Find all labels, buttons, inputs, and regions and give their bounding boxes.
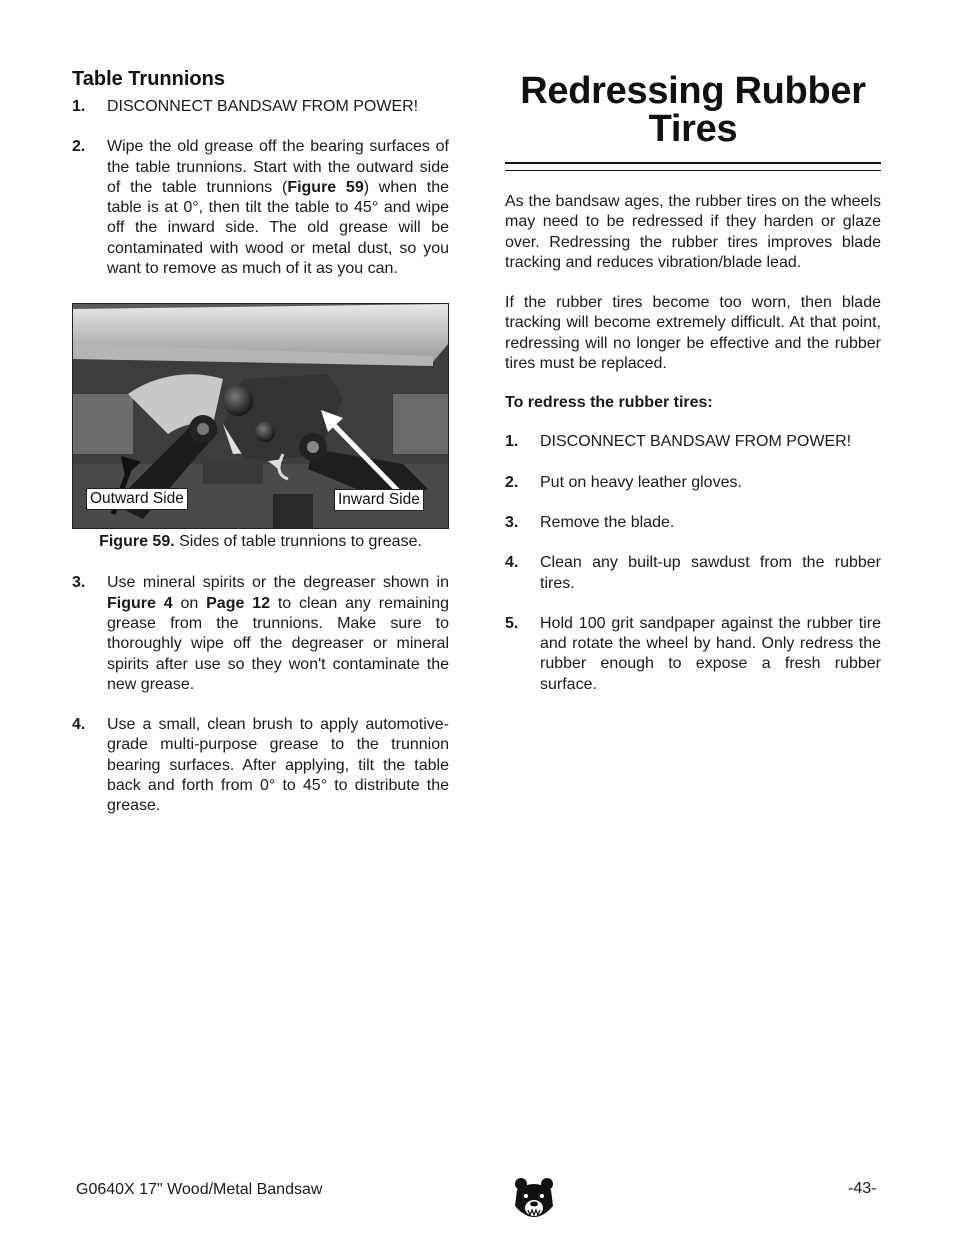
procedure-heading: To redress the rubber tires: xyxy=(505,394,713,412)
step-text: DISCONNECT BANDSAW FROM POWER! xyxy=(107,98,419,115)
step-text-part: Use mineral spirits or the degreaser shown in xyxy=(107,574,449,592)
step-text xyxy=(107,573,449,695)
page-number: -43- xyxy=(848,1180,877,1197)
title-divider xyxy=(505,162,881,164)
step-text: Hold 100 grit sandpaper against the rubber tire and rotate the wheel by hand. Only redress the rubber enough to expose a fresh rubber surface. xyxy=(540,614,881,693)
step-text-part: ) when the table is at 0°, then tilt the table to 45° and wipe off the inward side. The old grease will be contaminated with wood or metal dust, so you want to remove as much of it as you can. xyxy=(107,178,449,278)
right-column xyxy=(505,68,881,695)
step-text: DISCONNECT BANDSAW FROM POWER! xyxy=(540,433,852,451)
step-text: Put on heavy leather gloves. xyxy=(540,473,742,491)
footer-model: G0640X 17" Wood/Metal Bandsaw xyxy=(76,1181,323,1198)
step-number: 5. xyxy=(505,614,519,632)
step-4 xyxy=(72,715,449,816)
figure-reference: Figure 4 xyxy=(107,594,173,612)
step-2 xyxy=(505,473,881,493)
figure-caption-label: Figure 59. xyxy=(99,533,175,551)
page-title: Redressing Rubber Tires xyxy=(520,70,866,150)
grizzly-bear-logo-icon xyxy=(513,1176,555,1224)
step-text: Use a small, clean brush to apply automotive-grade multi-purpose grease to the trunnion bearing surfaces. After applying, tilt the table back and forth from 0° to 45° to distribute the grease. xyxy=(107,716,449,815)
step-text: Remove the blade. xyxy=(540,513,675,531)
step-number: 4. xyxy=(505,554,519,572)
step-2 xyxy=(72,137,449,279)
step-number: 1. xyxy=(72,98,86,115)
step-3 xyxy=(72,573,449,695)
step-number: 3. xyxy=(505,513,519,531)
warning-paragraph: If the rubber tires become too worn, then blade tracking will become extremely difficult. At that point, redressing will no longer be effective and the rubber tires must be replaced. xyxy=(505,294,881,373)
step-text: Clean any built-up sawdust from the rubber tires. xyxy=(540,554,881,592)
step-1 xyxy=(505,432,881,452)
step-3 xyxy=(505,513,881,533)
section-heading: Table Trunnions xyxy=(72,68,225,90)
inward-side-label: Inward Side xyxy=(334,489,424,511)
page-reference: Page 12 xyxy=(206,594,271,612)
outward-side-label: Outward Side xyxy=(86,488,188,510)
step-number: 3. xyxy=(72,574,86,592)
left-column xyxy=(72,68,449,817)
intro-paragraph: As the bandsaw ages, the rubber tires on the wheels may need to be redressed if they harden or glaze over. Redressing the rubber tires improves blade tracking and reduces vibration/blade lead. xyxy=(505,193,881,271)
step-5 xyxy=(505,614,881,695)
step-number: 4. xyxy=(72,716,86,734)
figure-reference: Figure 59 xyxy=(287,178,364,196)
step-text-part: on xyxy=(172,594,207,612)
figure-59-photo xyxy=(72,303,449,529)
figure-caption-text: Sides of table trunnions to grease. xyxy=(174,533,422,551)
step-number: 2. xyxy=(505,473,519,491)
step-text xyxy=(107,137,449,279)
step-text-part: Wipe the old grease off the bearing surfaces of the table trunnions. Start with the outward side of the table trunnions ( xyxy=(107,138,449,196)
step-1 xyxy=(72,97,449,117)
step-text-part: to clean any remaining grease from the trunnions. Make sure to thoroughly wipe off the degreaser or mineral spirits after use so they won't contaminate the new grease. xyxy=(107,594,450,693)
step-number: 1. xyxy=(505,433,519,451)
step-number: 2. xyxy=(72,138,86,156)
step-4 xyxy=(505,553,881,594)
figure-caption xyxy=(72,533,449,551)
